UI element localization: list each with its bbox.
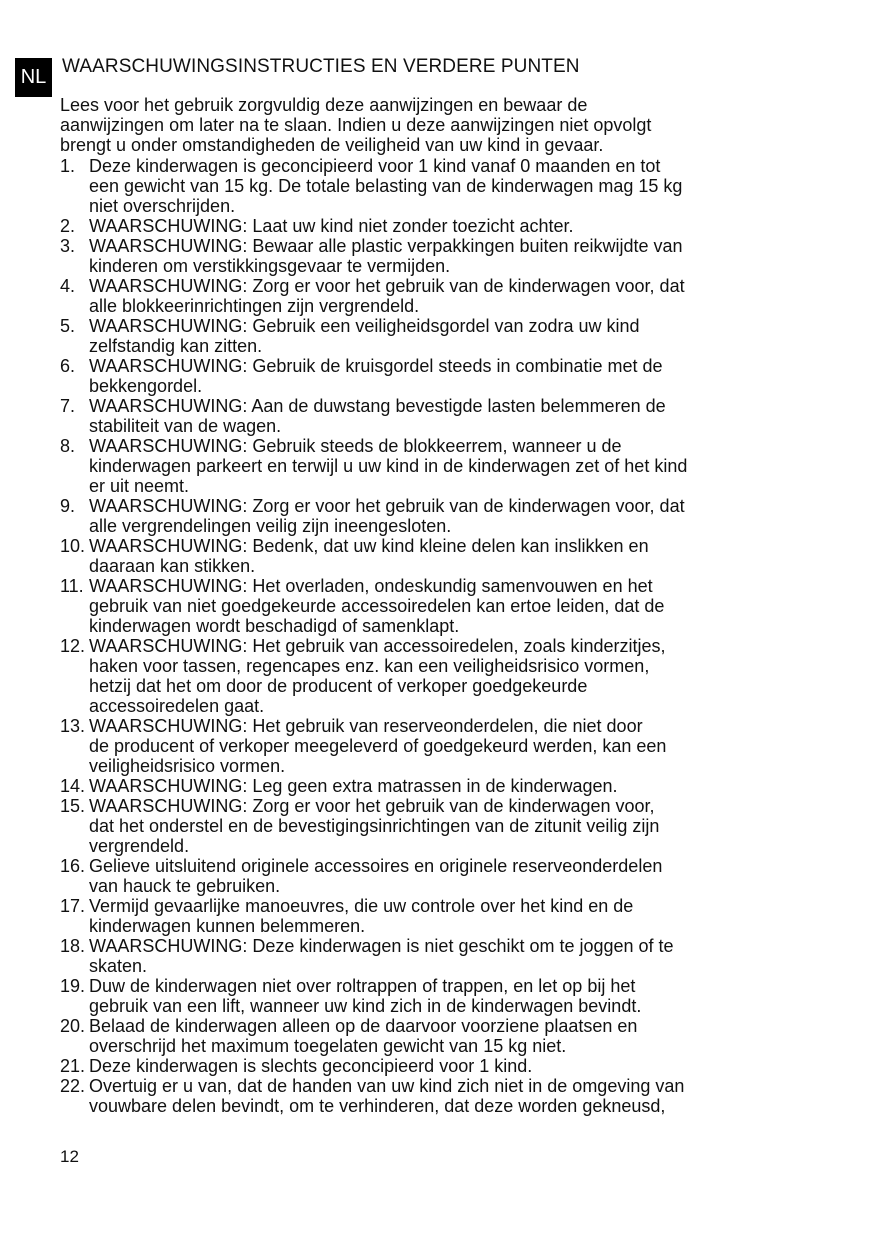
- list-item-number: 9.: [60, 496, 76, 516]
- list-item: [60, 396, 800, 436]
- list-item: [60, 156, 800, 216]
- list-item-text: WAARSCHUWING: Gebruik de kruisgordel steeds in combinatie met de bekkengordel.: [89, 356, 663, 396]
- list-item-text: WAARSCHUWING: Bewaar alle plastic verpakkingen buiten reikwijdte van kinderen om verstikkingsgevaar te vermijden.: [89, 236, 683, 276]
- list-item-number: 14.: [60, 776, 86, 796]
- list-item: [60, 236, 800, 276]
- list-item-number: 5.: [60, 316, 76, 336]
- list-item-text: Belaad de kinderwagen alleen op de daarvoor voorziene plaatsen en overschrijd het maximum toegelaten gewicht van 15 kg niet.: [89, 1016, 638, 1056]
- list-item-text: WAARSCHUWING: Gebruik steeds de blokkeerrem, wanneer u de kinderwagen parkeert en terwijl u uw kind in de kinderwagen zet of het kind er uit neemt.: [89, 436, 688, 496]
- intro-paragraph: Lees voor het gebruik zorgvuldig deze aanwijzingen en bewaar de aanwijzingen om later na te slaan. Indien u deze aanwijzingen niet opvolgt brengt u onder omstandigheden de veiligheid van uw kind in gevaar.: [60, 95, 652, 155]
- list-item-text: WAARSCHUWING: Zorg er voor het gebruik van de kinderwagen voor, dat alle blokkeerinrichtingen zijn vergrendeld.: [89, 276, 685, 316]
- list-item: [60, 536, 800, 576]
- list-item-text: WAARSCHUWING: Leg geen extra matrassen in de kinderwagen.: [89, 776, 618, 796]
- list-item-number: 2.: [60, 216, 76, 236]
- list-item-text: WAARSCHUWING: Laat uw kind niet zonder toezicht achter.: [89, 216, 574, 236]
- list-item-text: WAARSCHUWING: Het overladen, ondeskundig samenvouwen en het gebruik van niet goedgekeurde accessoiredelen kan ertoe leiden, dat de kinderwagen wordt beschadigd of samenklapt.: [89, 576, 665, 636]
- list-item: [60, 896, 800, 936]
- list-item-number: 11.: [60, 576, 84, 596]
- list-item-number: 10.: [60, 536, 86, 556]
- list-item-number: 1.: [60, 156, 76, 176]
- list-item-number: 4.: [60, 276, 76, 296]
- list-item-number: 13.: [60, 716, 86, 736]
- list-item-text: WAARSCHUWING: Gebruik een veiligheidsgordel van zodra uw kind zelfstandig kan zitten.: [89, 316, 640, 356]
- list-item-text: Overtuig er u van, dat de handen van uw kind zich niet in de omgeving van vouwbare delen bevindt, om te verhinderen, dat deze worden gekneusd,: [89, 1076, 685, 1116]
- list-item: [60, 936, 800, 976]
- list-item-number: 7.: [60, 396, 76, 416]
- list-item-text: Deze kinderwagen is slechts geconcipieerd voor 1 kind.: [89, 1056, 533, 1076]
- list-item-text: WAARSCHUWING: Deze kinderwagen is niet geschikt om te joggen of te skaten.: [89, 936, 674, 976]
- list-item: [60, 636, 800, 716]
- list-item: [60, 496, 800, 536]
- list-item-text: Vermijd gevaarlijke manoeuvres, die uw controle over het kind en de kinderwagen kunnen belemmeren.: [89, 896, 634, 936]
- list-item: [60, 856, 800, 896]
- list-item-text: WAARSCHUWING: Het gebruik van reserveonderdelen, die niet door de producent of verkoper meegeleverd of goedgekeurd werden, kan een veiligheidsrisico vormen.: [89, 716, 667, 776]
- list-item-text: WAARSCHUWING: Bedenk, dat uw kind kleine delen kan inslikken en daaraan kan stikken.: [89, 536, 649, 576]
- list-item-number: 21.: [60, 1056, 86, 1076]
- list-item-number: 20.: [60, 1016, 86, 1036]
- list-item-number: 3.: [60, 236, 76, 256]
- list-item-number: 17.: [60, 896, 86, 916]
- list-item-number: 16.: [60, 856, 86, 876]
- list-item: [60, 776, 800, 796]
- list-item: [60, 576, 800, 636]
- page-number: 12: [60, 1147, 79, 1166]
- list-item-number: 18.: [60, 936, 86, 956]
- list-item-number: 8.: [60, 436, 76, 456]
- list-item-number: 19.: [60, 976, 86, 996]
- list-item: [60, 1076, 800, 1116]
- list-item: [60, 796, 800, 856]
- list-item-text: WAARSCHUWING: Zorg er voor het gebruik van de kinderwagen voor, dat het onderstel en de bevestigingsinrichtingen van de zitunit veilig zijn vergrendeld.: [89, 796, 660, 856]
- list-item-text: WAARSCHUWING: Aan de duwstang bevestigde lasten belemmeren de stabiliteit van de wagen.: [89, 396, 666, 436]
- list-item: [60, 1016, 800, 1056]
- list-item: [60, 316, 800, 356]
- list-item: [60, 216, 800, 236]
- list-item-text: Duw de kinderwagen niet over roltrappen of trappen, en let op bij het gebruik van een lift, wanneer uw kind zich in de kinderwagen bevindt.: [89, 976, 642, 1016]
- list-item-text: WAARSCHUWING: Zorg er voor het gebruik van de kinderwagen voor, dat alle vergrendelingen veilig zijn ineengesloten.: [89, 496, 685, 536]
- page-title: WAARSCHUWINGSINSTRUCTIES EN VERDERE PUNTEN: [62, 56, 580, 77]
- list-item-number: 12.: [60, 636, 86, 656]
- list-item-text: Deze kinderwagen is geconcipieerd voor 1 kind vanaf 0 maanden en tot een gewicht van 15 kg. De totale belasting van de kinderwagen mag 15 kg niet overschrijden.: [89, 156, 683, 216]
- list-item-number: 15.: [60, 796, 86, 816]
- language-badge: NL: [15, 58, 52, 97]
- list-item: [60, 976, 800, 1016]
- warning-list: [60, 156, 800, 1116]
- list-item: [60, 356, 800, 396]
- list-item: [60, 716, 800, 776]
- list-item: [60, 1056, 800, 1076]
- list-item-text: WAARSCHUWING: Het gebruik van accessoiredelen, zoals kinderzitjes, haken voor tassen, regencapes enz. kan een veiligheidsrisico vormen, hetzij dat het om door de producent of verkoper goedgekeurde accessoiredelen gaat.: [89, 636, 666, 716]
- list-item-number: 22.: [60, 1076, 86, 1096]
- list-item-text: Gelieve uitsluitend originele accessoires en originele reserveonderdelen van hauck te gebruiken.: [89, 856, 663, 896]
- list-item: [60, 436, 800, 496]
- list-item-number: 6.: [60, 356, 76, 376]
- list-item: [60, 276, 800, 316]
